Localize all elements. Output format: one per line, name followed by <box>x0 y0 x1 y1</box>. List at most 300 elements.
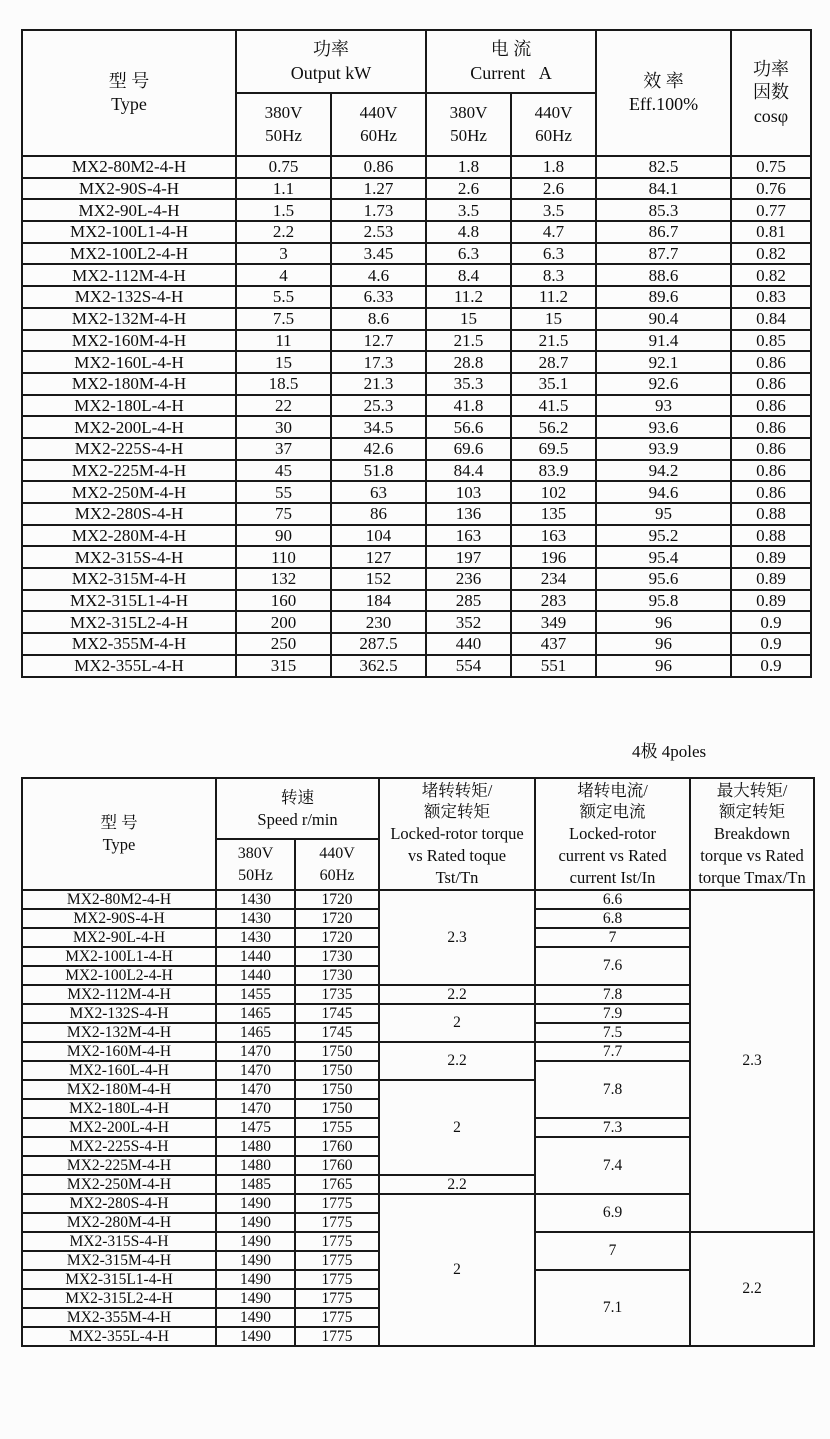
value-cell: 1470 <box>216 1061 295 1080</box>
value-cell: 102 <box>511 481 596 503</box>
value-cell: 1755 <box>295 1118 379 1137</box>
voltage-label: 380V <box>237 845 274 863</box>
value-cell: 1.27 <box>331 178 426 200</box>
col-header-locked-rotor-current <box>535 778 690 890</box>
value-cell: 1775 <box>295 1251 379 1270</box>
model-cell: MX2-180M-4-H <box>22 1080 216 1099</box>
model-cell: MX2-160L-4-H <box>22 1061 216 1080</box>
table-row <box>22 395 811 417</box>
value-cell: 88.6 <box>596 264 731 286</box>
value-cell: 15 <box>511 308 596 330</box>
efficiency-label-en: Eff.100% <box>628 94 699 114</box>
value-cell: 1480 <box>216 1137 295 1156</box>
value-cell: 95.2 <box>596 525 731 547</box>
value-cell: 3.45 <box>331 243 426 265</box>
value-cell: 1735 <box>295 985 379 1004</box>
model-cell: MX2-250M-4-H <box>22 481 236 503</box>
model-cell: MX2-225M-4-H <box>22 1156 216 1175</box>
value-cell: 1.8 <box>511 156 596 178</box>
value-cell: 84.1 <box>596 178 731 200</box>
value-cell: 1485 <box>216 1175 295 1194</box>
value-cell: 1430 <box>216 928 295 947</box>
current-label-zh: 电 流 <box>490 39 532 60</box>
value-cell: 1775 <box>295 1289 379 1308</box>
value-cell: 0.9 <box>731 633 811 655</box>
table-row <box>22 199 811 221</box>
value-cell: 95.4 <box>596 546 731 568</box>
model-cell: MX2-132M-4-H <box>22 1023 216 1042</box>
table-row <box>22 438 811 460</box>
merged-value-cell: 2.2 <box>379 1042 535 1080</box>
value-cell: 1430 <box>216 909 295 928</box>
ist-label-zh2: 额定电流 <box>579 802 646 822</box>
merged-value-cell: 7.4 <box>535 1137 690 1194</box>
value-cell: 41.5 <box>511 395 596 417</box>
value-cell: 51.8 <box>331 460 426 482</box>
merged-value-cell: 7.7 <box>535 1042 690 1061</box>
ist-label-zh1: 堵转电流/ <box>577 780 648 800</box>
value-cell: 0.86 <box>731 351 811 373</box>
pf-label-en: cosφ <box>753 105 789 126</box>
value-cell: 362.5 <box>331 655 426 677</box>
model-cell: MX2-112M-4-H <box>22 264 236 286</box>
tmax-label-zh1: 最大转矩/ <box>716 780 788 800</box>
value-cell: 0.85 <box>731 330 811 352</box>
value-cell: 1490 <box>216 1232 295 1251</box>
value-cell: 4.6 <box>331 264 426 286</box>
col-header-locked-rotor-torque <box>379 778 535 890</box>
merged-value-cell: 6.8 <box>535 909 690 928</box>
col-header-current-380v <box>426 93 511 156</box>
value-cell: 1775 <box>295 1213 379 1232</box>
value-cell: 0.77 <box>731 199 811 221</box>
value-cell: 1475 <box>216 1118 295 1137</box>
value-cell: 352 <box>426 611 511 633</box>
model-cell: MX2-200L-4-H <box>22 1118 216 1137</box>
value-cell: 85.3 <box>596 199 731 221</box>
col-header-power-factor <box>731 30 811 156</box>
value-cell: 37 <box>236 438 331 460</box>
value-cell: 104 <box>331 525 426 547</box>
value-cell: 160 <box>236 590 331 612</box>
model-cell: MX2-132S-4-H <box>22 286 236 308</box>
value-cell: 236 <box>426 568 511 590</box>
value-cell: 1490 <box>216 1251 295 1270</box>
power-label-en: Output kW <box>290 62 372 83</box>
value-cell: 69.6 <box>426 438 511 460</box>
pf-label-zh1: 功率 <box>753 58 790 79</box>
col-header-type <box>22 30 236 156</box>
merged-value-cell: 7.9 <box>535 1004 690 1023</box>
ist-label-en2: current vs Rated <box>558 845 667 865</box>
value-cell: 94.6 <box>596 481 731 503</box>
value-cell: 0.84 <box>731 308 811 330</box>
model-cell: MX2-225M-4-H <box>22 460 236 482</box>
value-cell: 89.6 <box>596 286 731 308</box>
col-header-power-380v <box>236 93 331 156</box>
value-cell: 197 <box>426 546 511 568</box>
value-cell: 90.4 <box>596 308 731 330</box>
model-cell: MX2-180M-4-H <box>22 373 236 395</box>
value-cell: 18.5 <box>236 373 331 395</box>
value-cell: 0.89 <box>731 590 811 612</box>
table-row <box>22 655 811 677</box>
type-label-en: Type <box>111 94 147 114</box>
value-cell: 2.2 <box>236 221 331 243</box>
merged-value-cell: 7.8 <box>535 1061 690 1118</box>
frequency-label: 50Hz <box>450 125 487 145</box>
value-cell: 1750 <box>295 1061 379 1080</box>
value-cell: 0.88 <box>731 503 811 525</box>
merged-value-cell: 2 <box>379 1080 535 1175</box>
value-cell: 93.9 <box>596 438 731 460</box>
model-cell: MX2-112M-4-H <box>22 985 216 1004</box>
value-cell: 11.2 <box>511 286 596 308</box>
value-cell: 35.1 <box>511 373 596 395</box>
value-cell: 69.5 <box>511 438 596 460</box>
value-cell: 56.2 <box>511 416 596 438</box>
value-cell: 92.6 <box>596 373 731 395</box>
model-cell: MX2-160M-4-H <box>22 330 236 352</box>
table-row <box>22 416 811 438</box>
value-cell: 17.3 <box>331 351 426 373</box>
value-cell: 4.8 <box>426 221 511 243</box>
value-cell: 0.86 <box>731 416 811 438</box>
value-cell: 0.89 <box>731 568 811 590</box>
value-cell: 1455 <box>216 985 295 1004</box>
value-cell: 1720 <box>295 890 379 909</box>
value-cell: 4.7 <box>511 221 596 243</box>
value-cell: 163 <box>511 525 596 547</box>
value-cell: 96 <box>596 655 731 677</box>
value-cell: 1760 <box>295 1137 379 1156</box>
power-label-zh: 功率 <box>313 39 349 60</box>
value-cell: 1440 <box>216 966 295 985</box>
frequency-label: 50Hz <box>265 125 302 145</box>
value-cell: 1760 <box>295 1156 379 1175</box>
value-cell: 1775 <box>295 1232 379 1251</box>
model-cell: MX2-315S-4-H <box>22 546 236 568</box>
model-cell: MX2-132M-4-H <box>22 308 236 330</box>
merged-value-cell: 2 <box>379 1194 535 1346</box>
model-cell: MX2-132S-4-H <box>22 1004 216 1023</box>
value-cell: 110 <box>236 546 331 568</box>
value-cell: 0.86 <box>731 395 811 417</box>
model-cell: MX2-315L2-4-H <box>22 1289 216 1308</box>
table-row <box>22 503 811 525</box>
value-cell: 2.6 <box>426 178 511 200</box>
value-cell: 1745 <box>295 1023 379 1042</box>
value-cell: 1470 <box>216 1080 295 1099</box>
table-row <box>22 568 811 590</box>
model-cell: MX2-355L-4-H <box>22 1327 216 1346</box>
value-cell: 230 <box>331 611 426 633</box>
value-cell: 90 <box>236 525 331 547</box>
value-cell: 196 <box>511 546 596 568</box>
frequency-label: 60Hz <box>535 125 572 145</box>
model-cell: MX2-315L1-4-H <box>22 590 236 612</box>
value-cell: 86 <box>331 503 426 525</box>
tst-label-en1: Locked-rotor torque <box>390 824 524 844</box>
value-cell: 437 <box>511 633 596 655</box>
model-cell: MX2-180L-4-H <box>22 1099 216 1118</box>
merged-value-cell: 7 <box>535 928 690 947</box>
motor-electrical-table <box>21 29 812 678</box>
col-header-current-group <box>426 30 596 93</box>
value-cell: 75 <box>236 503 331 525</box>
model-cell: MX2-90L-4-H <box>22 199 236 221</box>
table-row <box>22 351 811 373</box>
value-cell: 0.89 <box>731 546 811 568</box>
value-cell: 6.33 <box>331 286 426 308</box>
type-label-zh: 型 号 <box>108 70 150 91</box>
model-cell: MX2-355L-4-H <box>22 655 236 677</box>
value-cell: 1730 <box>295 966 379 985</box>
value-cell: 1775 <box>295 1308 379 1327</box>
value-cell: 1440 <box>216 947 295 966</box>
merged-value-cell: 6.9 <box>535 1194 690 1232</box>
value-cell: 84.4 <box>426 460 511 482</box>
merged-value-cell: 7.1 <box>535 1270 690 1346</box>
value-cell: 22 <box>236 395 331 417</box>
value-cell: 184 <box>331 590 426 612</box>
value-cell: 95.6 <box>596 568 731 590</box>
table-row <box>22 546 811 568</box>
value-cell: 1765 <box>295 1175 379 1194</box>
value-cell: 1750 <box>295 1042 379 1061</box>
value-cell: 250 <box>236 633 331 655</box>
merged-value-cell: 7 <box>535 1232 690 1270</box>
value-cell: 25.3 <box>331 395 426 417</box>
table-row <box>22 308 811 330</box>
col-header-power-440v <box>331 93 426 156</box>
value-cell: 234 <box>511 568 596 590</box>
value-cell: 1775 <box>295 1194 379 1213</box>
value-cell: 1490 <box>216 1327 295 1346</box>
table-row <box>22 481 811 503</box>
value-cell: 132 <box>236 568 331 590</box>
model-cell: MX2-315S-4-H <box>22 1232 216 1251</box>
value-cell: 30 <box>236 416 331 438</box>
value-cell: 8.6 <box>331 308 426 330</box>
merged-value-cell: 7.6 <box>535 947 690 985</box>
table-row <box>22 890 814 909</box>
value-cell: 11 <box>236 330 331 352</box>
motor-mechanical-table <box>21 777 815 1347</box>
value-cell: 86.7 <box>596 221 731 243</box>
merged-value-cell: 2 <box>379 1004 535 1042</box>
value-cell: 41.8 <box>426 395 511 417</box>
value-cell: 83.9 <box>511 460 596 482</box>
value-cell: 3 <box>236 243 331 265</box>
value-cell: 283 <box>511 590 596 612</box>
value-cell: 0.75 <box>236 156 331 178</box>
value-cell: 1750 <box>295 1080 379 1099</box>
model-cell: MX2-280M-4-H <box>22 525 236 547</box>
table-row <box>22 178 811 200</box>
table-row <box>22 373 811 395</box>
table-row <box>22 330 811 352</box>
model-cell: MX2-100L2-4-H <box>22 243 236 265</box>
value-cell: 0.81 <box>731 221 811 243</box>
value-cell: 87.7 <box>596 243 731 265</box>
merged-value-cell: 6.6 <box>535 890 690 909</box>
model-cell: MX2-225S-4-H <box>22 438 236 460</box>
value-cell: 1720 <box>295 928 379 947</box>
model-cell: MX2-315M-4-H <box>22 568 236 590</box>
merged-value-cell: 2.3 <box>690 890 814 1232</box>
value-cell: 1720 <box>295 909 379 928</box>
model-cell: MX2-100L2-4-H <box>22 966 216 985</box>
value-cell: 4 <box>236 264 331 286</box>
merged-value-cell: 2.3 <box>379 890 535 985</box>
type-label-en: Type <box>102 835 136 854</box>
value-cell: 12.7 <box>331 330 426 352</box>
table-row <box>22 590 811 612</box>
table-row <box>22 286 811 308</box>
table-row <box>22 264 811 286</box>
value-cell: 0.75 <box>731 156 811 178</box>
value-cell: 1.1 <box>236 178 331 200</box>
model-cell: MX2-180L-4-H <box>22 395 236 417</box>
value-cell: 1480 <box>216 1156 295 1175</box>
value-cell: 440 <box>426 633 511 655</box>
merged-value-cell: 7.3 <box>535 1118 690 1137</box>
value-cell: 1490 <box>216 1308 295 1327</box>
value-cell: 55 <box>236 481 331 503</box>
value-cell: 152 <box>331 568 426 590</box>
value-cell: 1465 <box>216 1004 295 1023</box>
value-cell: 91.4 <box>596 330 731 352</box>
value-cell: 82.5 <box>596 156 731 178</box>
table-row <box>22 633 811 655</box>
value-cell: 1490 <box>216 1270 295 1289</box>
model-cell: MX2-100L1-4-H <box>22 947 216 966</box>
value-cell: 551 <box>511 655 596 677</box>
value-cell: 554 <box>426 655 511 677</box>
value-cell: 45 <box>236 460 331 482</box>
value-cell: 93 <box>596 395 731 417</box>
frequency-label: 60Hz <box>319 866 355 884</box>
model-cell: MX2-200L-4-H <box>22 416 236 438</box>
value-cell: 96 <box>596 611 731 633</box>
table-row <box>22 525 811 547</box>
tst-label-en3: Tst/Tn <box>435 867 479 887</box>
value-cell: 1775 <box>295 1327 379 1346</box>
value-cell: 1.5 <box>236 199 331 221</box>
value-cell: 35.3 <box>426 373 511 395</box>
voltage-label: 440V <box>534 103 573 123</box>
value-cell: 103 <box>426 481 511 503</box>
value-cell: 0.83 <box>731 286 811 308</box>
col-header-speed-group <box>216 778 379 839</box>
value-cell: 315 <box>236 655 331 677</box>
value-cell: 0.88 <box>731 525 811 547</box>
value-cell: 1750 <box>295 1099 379 1118</box>
model-cell: MX2-90S-4-H <box>22 909 216 928</box>
value-cell: 96 <box>596 633 731 655</box>
pf-label-zh2: 因数 <box>753 82 790 103</box>
col-header-breakdown-torque <box>690 778 814 890</box>
value-cell: 15 <box>426 308 511 330</box>
value-cell: 1490 <box>216 1213 295 1232</box>
current-label-en: Current A <box>470 62 552 83</box>
value-cell: 349 <box>511 611 596 633</box>
value-cell: 1745 <box>295 1004 379 1023</box>
value-cell: 92.1 <box>596 351 731 373</box>
value-cell: 1470 <box>216 1042 295 1061</box>
model-cell: MX2-315L2-4-H <box>22 611 236 633</box>
col-header-current-440v <box>511 93 596 156</box>
model-cell: MX2-280M-4-H <box>22 1213 216 1232</box>
tmax-label-en1: Breakdown <box>713 824 791 844</box>
col-header-power-group <box>236 30 426 93</box>
value-cell: 11.2 <box>426 286 511 308</box>
value-cell: 136 <box>426 503 511 525</box>
voltage-label: 380V <box>449 103 488 123</box>
table-row <box>22 611 811 633</box>
model-cell: MX2-355M-4-H <box>22 1308 216 1327</box>
value-cell: 28.7 <box>511 351 596 373</box>
ist-label-en3: current Ist/In <box>569 867 656 887</box>
col-header-efficiency <box>596 30 731 156</box>
tmax-label-en3: torque Tmax/Tn <box>698 867 806 887</box>
value-cell: 0.82 <box>731 243 811 265</box>
tmax-label-en2: torque vs Rated <box>700 845 804 865</box>
value-cell: 42.6 <box>331 438 426 460</box>
value-cell: 3.5 <box>426 199 511 221</box>
value-cell: 63 <box>331 481 426 503</box>
model-cell: MX2-160M-4-H <box>22 1042 216 1061</box>
value-cell: 0.86 <box>731 481 811 503</box>
value-cell: 21.5 <box>511 330 596 352</box>
motor-electrical-tbody <box>22 156 811 677</box>
value-cell: 1.73 <box>331 199 426 221</box>
merged-value-cell: 7.8 <box>535 985 690 1004</box>
model-cell: MX2-90S-4-H <box>22 178 236 200</box>
value-cell: 5.5 <box>236 286 331 308</box>
tst-label-zh2: 额定转矩 <box>424 802 491 822</box>
value-cell: 1.8 <box>426 156 511 178</box>
model-cell: MX2-160L-4-H <box>22 351 236 373</box>
value-cell: 8.3 <box>511 264 596 286</box>
col-header-type <box>22 778 216 890</box>
merged-value-cell: 7.5 <box>535 1023 690 1042</box>
model-cell: MX2-315M-4-H <box>22 1251 216 1270</box>
speed-label-en: Speed r/min <box>257 809 338 829</box>
col-header-speed-380v <box>216 839 295 890</box>
frequency-label: 50Hz <box>238 866 273 884</box>
value-cell: 0.9 <box>731 655 811 677</box>
model-cell: MX2-280S-4-H <box>22 503 236 525</box>
value-cell: 93.6 <box>596 416 731 438</box>
poles-note: 4极 4poles <box>632 742 707 761</box>
voltage-label: 440V <box>319 845 355 863</box>
value-cell: 21.5 <box>426 330 511 352</box>
value-cell: 1730 <box>295 947 379 966</box>
type-label-zh: 型 号 <box>100 813 138 833</box>
value-cell: 1490 <box>216 1194 295 1213</box>
value-cell: 34.5 <box>331 416 426 438</box>
value-cell: 56.6 <box>426 416 511 438</box>
value-cell: 0.86 <box>731 373 811 395</box>
value-cell: 135 <box>511 503 596 525</box>
value-cell: 0.76 <box>731 178 811 200</box>
value-cell: 287.5 <box>331 633 426 655</box>
efficiency-label-zh: 效 率 <box>643 70 684 91</box>
value-cell: 94.2 <box>596 460 731 482</box>
value-cell: 0.9 <box>731 611 811 633</box>
